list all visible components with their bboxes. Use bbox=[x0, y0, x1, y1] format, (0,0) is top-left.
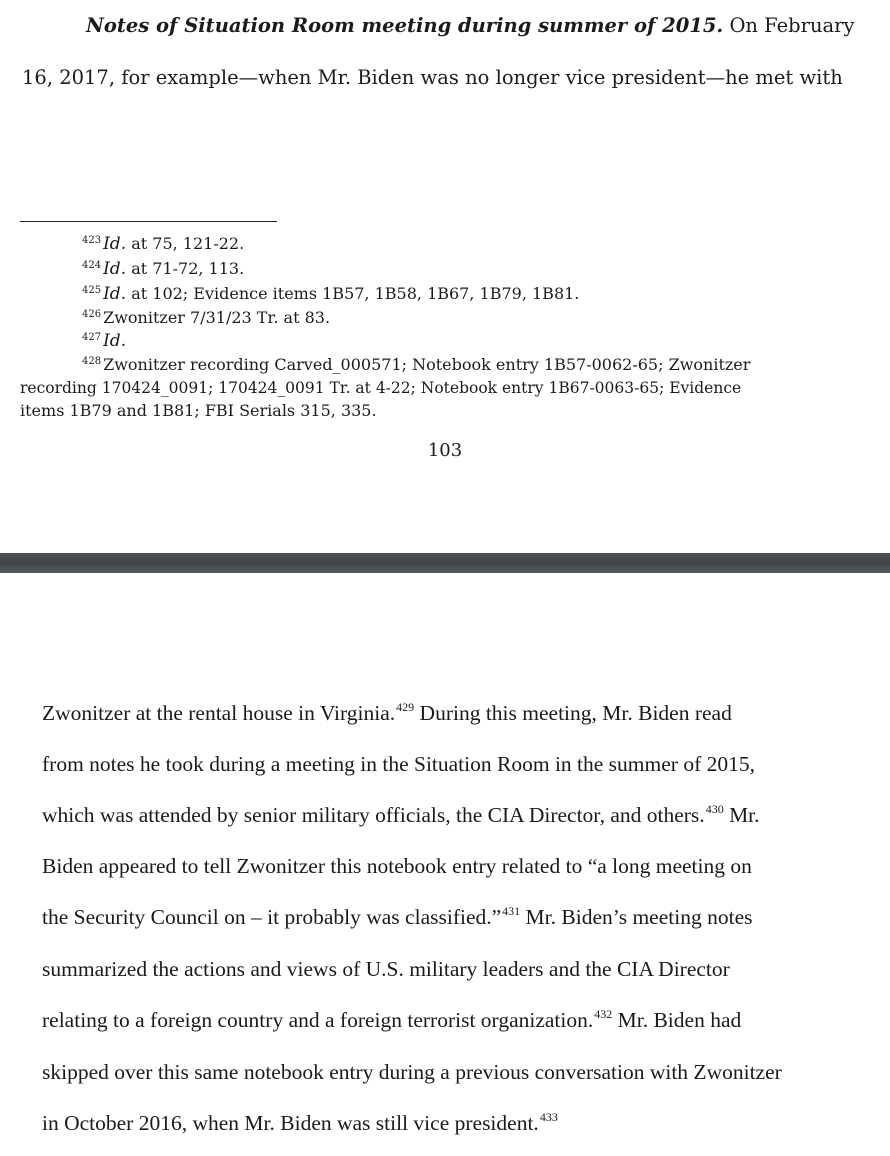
footnote-rule bbox=[20, 221, 277, 222]
footnote-ref: 430 bbox=[705, 802, 724, 816]
body-line: Zwonitzer at the rental house in Virginia.$^{429}$ During this meeting, Mr. Biden read bbox=[42, 700, 732, 725]
footnote-ref: 431 bbox=[502, 904, 521, 918]
body-line: from notes he took during a meeting in the Situation Room in the summer of 2015, bbox=[42, 752, 755, 776]
bottom-page bbox=[0, 573, 890, 1156]
footnote-428-line3: items 1B79 and 1B81; FBI Serials 315, 335. bbox=[20, 401, 377, 420]
footnote-425: $^{425}$ Id. at 102; Evidence items 1B57, 1B58, 1B67, 1B79, 1B81. bbox=[82, 284, 580, 304]
heading-line-rest: On February bbox=[729, 14, 855, 37]
footnote-423: $^{423}$ Id. at 75, 121-22. bbox=[82, 234, 245, 254]
footnote-ref: 432 bbox=[594, 1007, 613, 1021]
body-line: in October 2016, when Mr. Biden was still vice president.$^{433}$ bbox=[42, 1110, 558, 1135]
body-line: the Security Council on – it probably was classified.”$^{431}$ Mr. Biden’s meeting notes bbox=[42, 904, 753, 929]
footnote-ref: 433 bbox=[539, 1110, 558, 1124]
top-page bbox=[0, 0, 890, 553]
body-line: Biden appeared to tell Zwonitzer this notebook entry related to “a long meeting on bbox=[42, 854, 752, 878]
page-divider bbox=[0, 553, 890, 573]
heading-line bbox=[86, 13, 855, 39]
footnote-424: $^{424}$ Id. at 71-72, 113. bbox=[82, 259, 245, 279]
page-number: 103 bbox=[427, 440, 463, 461]
footnote-ref: 429 bbox=[396, 700, 415, 714]
body-line: relating to a foreign country and a foreign terrorist organization.$^{432}$ Mr. Biden had bbox=[42, 1007, 742, 1032]
body-line: skipped over this same notebook entry during a previous conversation with Zwonitzer bbox=[42, 1060, 782, 1084]
footnote-428-line1: $^{428}$ Zwonitzer recording Carved_000571; Notebook entry 1B57-0062-65; Zwonitzer bbox=[82, 355, 751, 374]
footnote-426: $^{426}$ Zwonitzer 7/31/23 Tr. at 83. bbox=[82, 308, 331, 327]
body-line: which was attended by senior military officials, the CIA Director, and others.$^{430}$ Mr. bbox=[42, 802, 760, 827]
body-line: summarized the actions and views of U.S. military leaders and the CIA Director bbox=[42, 957, 730, 981]
body-line-2: 16, 2017, for example—when Mr. Biden was no longer vice president—he met with bbox=[22, 66, 843, 89]
footnote-428-line2: recording 170424_0091; 170424_0091 Tr. at 4-22; Notebook entry 1B67-0063-65; Evidence bbox=[20, 379, 742, 397]
footnote-427: $^{427}$ Id. bbox=[82, 331, 127, 351]
section-heading: Notes of Situation Room meeting during summer of 2015. bbox=[86, 14, 724, 37]
